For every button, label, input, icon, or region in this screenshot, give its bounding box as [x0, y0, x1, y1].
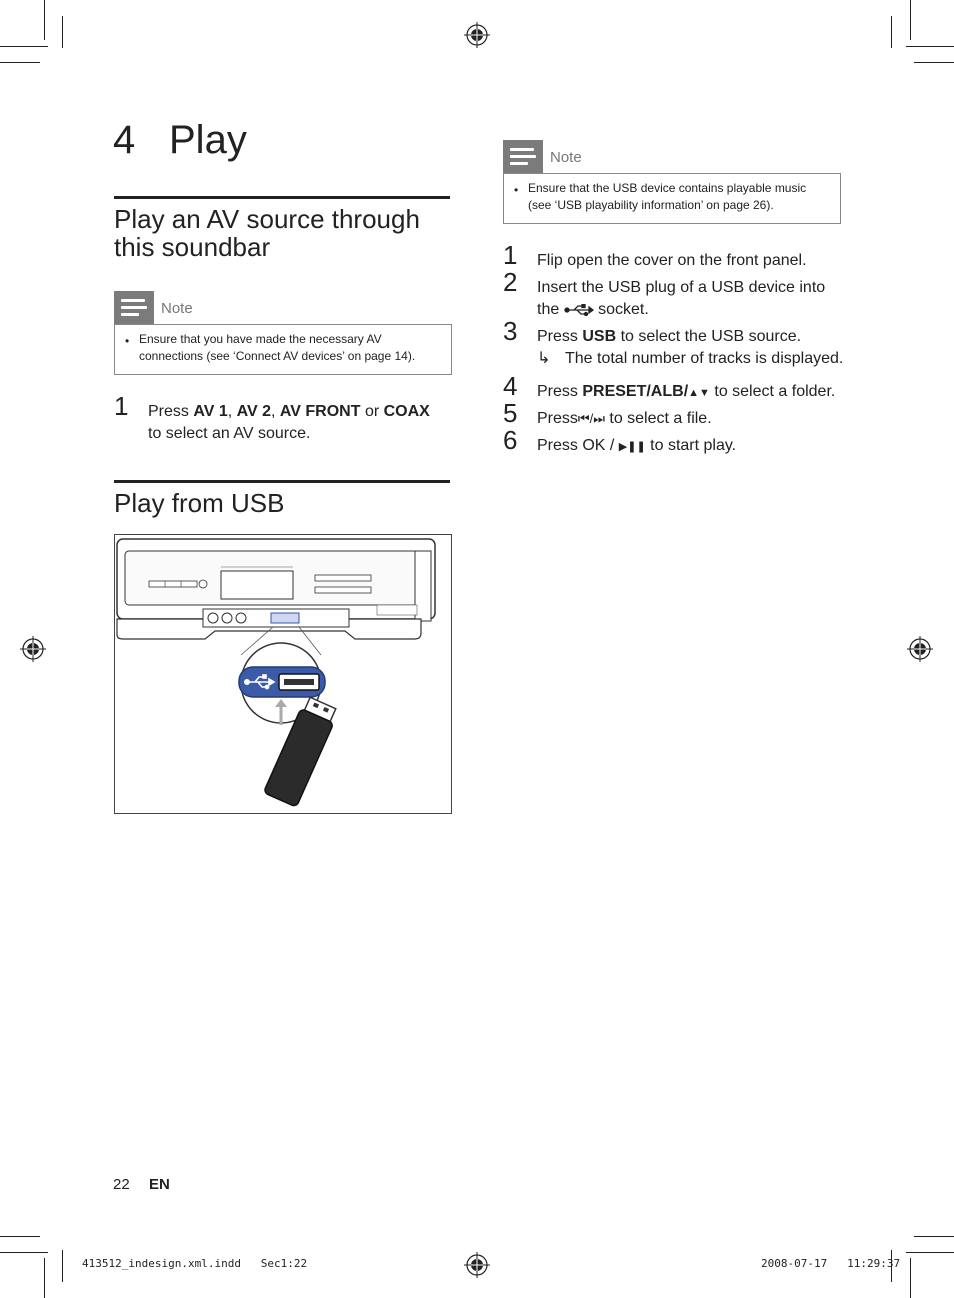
registration-mark-icon: [464, 22, 490, 48]
note-text: Ensure that you have made the necessary AV connections (see ‘Connect AV devices’ on page 14).: [139, 332, 416, 363]
play-pause-icon: ▶❚❚: [618, 441, 646, 453]
crop-mark: [914, 62, 954, 63]
crop-mark: [906, 46, 954, 47]
bullet-icon: •: [125, 334, 130, 348]
chapter-title: [113, 118, 247, 163]
step-number: 6: [503, 425, 518, 455]
crop-mark: [44, 0, 45, 40]
note-header: [503, 140, 839, 174]
section-rule: [114, 480, 450, 483]
result-arrow-icon: ↳: [537, 350, 551, 367]
slug-date: 2008-07-17 11:29:37: [761, 1257, 901, 1270]
soundbar-usb-drawing: [115, 535, 451, 813]
crop-mark: [44, 1258, 45, 1298]
up-down-arrows-icon: ▲▼: [688, 387, 710, 399]
step-text: Flip open the cover on the front panel.: [537, 252, 807, 269]
usb-illustration: [114, 534, 452, 814]
section-rule: [114, 196, 450, 199]
note-box: [114, 324, 452, 375]
step-text: Press OK / ▶❚❚ to start play.: [537, 437, 737, 454]
note-label: Note: [550, 149, 582, 166]
step-text: Press PRESET/ALB/▲▼ to select a folder.: [537, 383, 836, 400]
crop-mark: [914, 1236, 954, 1237]
crop-mark: [891, 16, 892, 48]
step-number: 1: [503, 240, 518, 270]
note-box: [503, 173, 841, 224]
crop-mark: [62, 16, 63, 48]
step-text: Press AV 1, AV 2, AV FRONT or COAX to select an AV source.: [148, 403, 430, 442]
step-number: 2: [503, 267, 518, 297]
crop-mark: [906, 1252, 954, 1253]
step-number: 5: [503, 398, 518, 428]
chapter-name: Play: [169, 118, 247, 162]
note-icon: [503, 140, 543, 174]
step-number: 3: [503, 316, 518, 346]
step-text: Press USB to select the USB source. ↳ The total number of tracks is displayed.: [537, 326, 843, 370]
crop-mark: [0, 46, 48, 47]
registration-mark-icon: [20, 636, 46, 662]
note-label: Note: [161, 300, 193, 317]
step-number: 1: [114, 391, 129, 421]
crop-mark: [0, 1252, 48, 1253]
chapter-number: 4: [113, 118, 136, 162]
crop-mark: [910, 0, 911, 40]
registration-mark-icon: [464, 1252, 490, 1278]
step-text: Insert the USB plug of a USB device into the socket.: [537, 279, 826, 318]
crop-mark: [62, 1250, 63, 1282]
note-text: Ensure that the USB device contains playable music (see ‘USB playability information’ on page 26).: [528, 181, 807, 212]
usb-icon: [564, 304, 594, 316]
section-heading-usb: Play from USB: [114, 488, 285, 518]
crop-mark: [0, 62, 40, 63]
page-number: 22: [113, 1176, 130, 1193]
language-code: EN: [149, 1176, 170, 1193]
step-text: Press⏮/⏭ to select a file.: [537, 410, 712, 427]
step-number: 4: [503, 371, 518, 401]
prev-next-icon: ⏮/⏭: [577, 411, 605, 426]
note-icon: [114, 291, 154, 325]
section-heading-av: Play an AV source through this soundbar: [114, 204, 420, 262]
registration-mark-icon: [907, 636, 933, 662]
bullet-icon: •: [514, 183, 519, 197]
crop-mark: [0, 1236, 40, 1237]
note-header: [114, 291, 450, 325]
slug-filename: 413512_indesign.xml.indd Sec1:22: [82, 1257, 308, 1270]
crop-mark: [910, 1258, 911, 1298]
